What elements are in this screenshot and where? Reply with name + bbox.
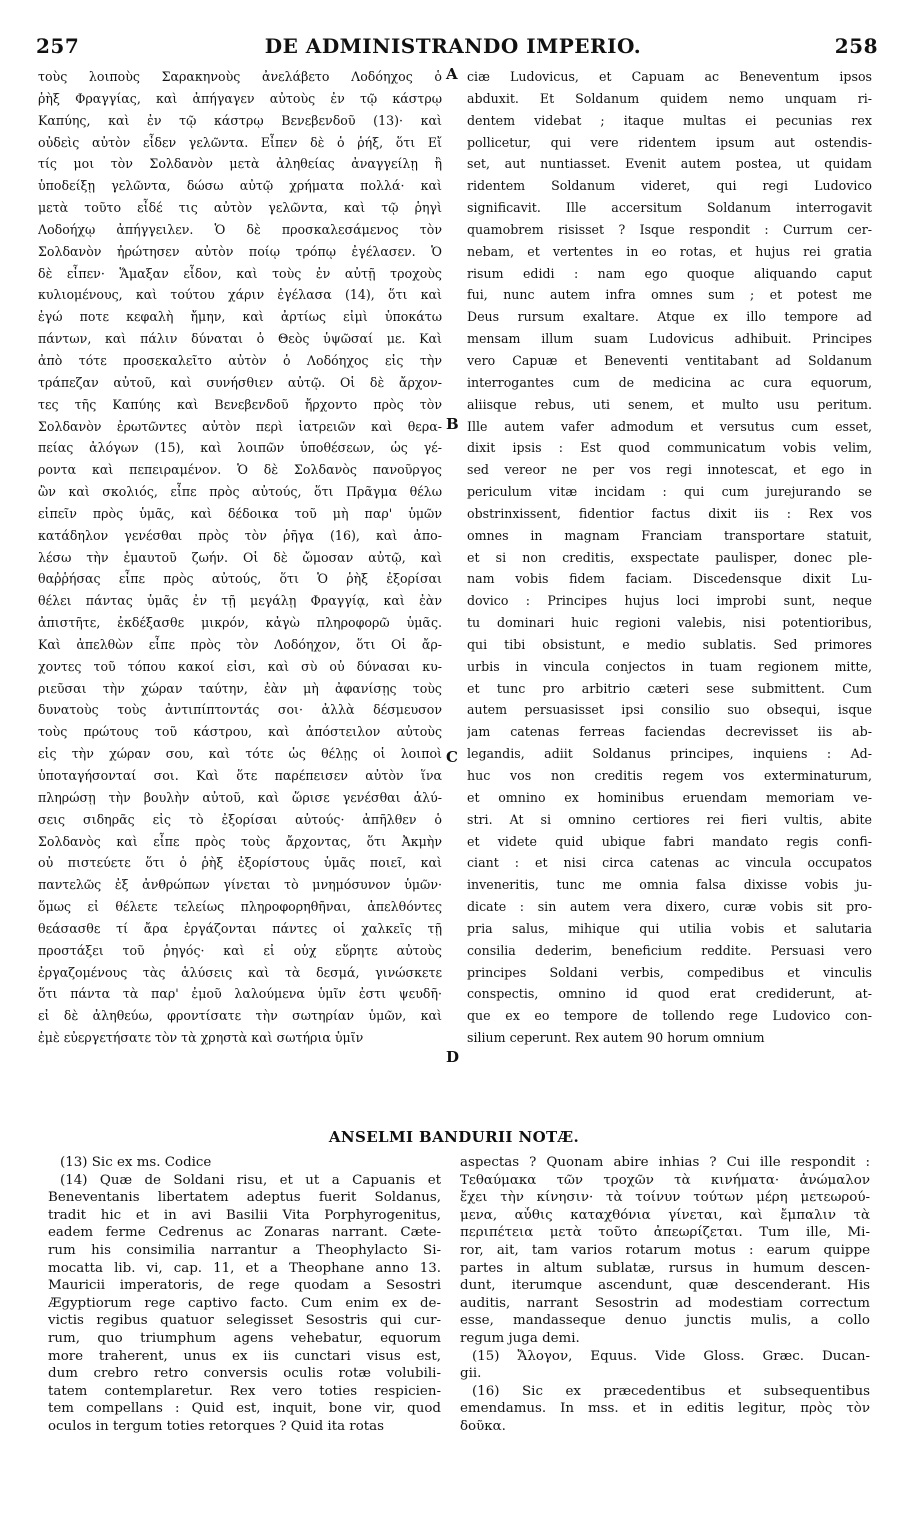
greek-text-line: δὲ εἶπεν· Ἅμαξαν εἶδον, καὶ τοὺς ἐν αὐτῇ τροχοὺς (38, 265, 442, 281)
greek-text-line: λέσω τὴν ἐμαυτοῦ ζωήν. Οἱ δὲ ὤμοσαν αὐτῷ, καὶ (38, 549, 442, 565)
greek-text-line: σεις σιδηρᾶς εἰς τὸ ἐξορίσαι αὐτούς· ἀπῆλθεν ὁ (38, 811, 442, 827)
note-line: tatem contemplaretur. Rex vero toties respicien- (48, 1383, 441, 1399)
latin-text-line: interrogantes cum de medicina ac cura equorum, (467, 374, 872, 390)
latin-text-line: dentem videbat ; itaque multas ei pecunias rex (467, 112, 872, 128)
latin-text-line: tu dominari huic regioni valebis, nisi potentioribus, (467, 615, 872, 631)
latin-text-line: quamobrem risisset ? Isque respondit : Currum cer- (467, 221, 872, 237)
latin-text-line: dovico : Principes hujus loci improbi sunt, neque (467, 593, 872, 609)
latin-text-line: autem persuasisset ipsi consilio suo obsequi, isque (467, 702, 872, 718)
latin-text-line: stri. At si omnino certiores rei fieri vultis, abite (467, 811, 872, 827)
latin-text-line: pria salus, mihique qui utilia vobis et salutaria (467, 920, 872, 936)
greek-text-line: θεάσασθε τί ἄρα ἐργάζονται πάντες οἱ χαλκεῖς τῇ (38, 920, 442, 936)
greek-text-line: πληρώσῃ τὴν βουλὴν αὐτοῦ, καὶ ὥρισε γενέσθαι ἁλύ- (38, 789, 442, 805)
greek-text-line: ἐργαζομένους τὰς ἁλύσεις καὶ τὰ δεσμά, γινώσκετε (38, 964, 442, 980)
notes-left-column (48, 1154, 441, 1436)
latin-text-line: nebam, et vertentes in eo rotas, et hujus rei gratia (467, 243, 872, 259)
greek-text-column (38, 66, 442, 1049)
latin-text-line: obstrinxissent, fidentior factus dixit iis : Rex vos (467, 505, 872, 521)
greek-text-line: ὅμως εἰ θέλετε τελείως πληροφορηθῆναι, ἀπελθόντες (38, 899, 442, 915)
note-line: auditis, narrant Sesostrin ad modestiam correctum (460, 1295, 870, 1311)
greek-text-line: οὐ πιστεύετε ὅτι ὁ ῥὴξ ἐξορίστους ὑμᾶς ποιεῖ, καὶ (38, 855, 442, 871)
latin-text-line: pollicetur, qui vere ridentem ipsum aut ostendis- (467, 134, 872, 150)
greek-text-line: τοὺς πρώτους τοῦ κάστρου, καὶ ἀπόστειλον αὐτοὺς (38, 724, 442, 740)
latin-text-line: sed vereor ne per vos regi innotescat, et ego in (467, 462, 872, 478)
margin-marker-b: B (446, 415, 459, 433)
note-line: (15) Ἄλογον, Equus. Vide Gloss. Græc. Ducan- (472, 1348, 870, 1364)
latin-text-line: urbis in vincula conjectos in tuam regionem mitte, (467, 658, 872, 674)
note-line: mocatta lib. vi, cap. 11, et a Theophane anno 13. (48, 1260, 441, 1276)
note-line: dum crebro retro conversis oculis rotæ volubili- (48, 1366, 441, 1382)
greek-text-line: θαῤῥήσας εἶπε πρὸς αὐτούς, ὅτι Ὁ ῥὴξ ἐξορίσαι (38, 571, 442, 587)
latin-text-line: silium ceperunt. Rex autem 90 horum omnium (467, 1030, 765, 1046)
greek-text-line: μετὰ τοῦτο εἶδέ τις αὐτὸν γελῶντα, καὶ τῷ ῥηγὶ (38, 200, 442, 216)
latin-text-line: consilia dederim, beneficium reddite. Persuasi vero (467, 942, 872, 958)
latin-text-line: omnes in magnam Franciam transportare statuit, (467, 527, 872, 543)
greek-text-line: ὅτι πάντα τὰ παρ' ἐμοῦ λαλούμενα ὑμῖν ἐστι ψευδῆ· (38, 986, 442, 1002)
greek-text-line: τράπεζαν αὐτοῦ, καὶ συνήσθιεν αὐτῷ. Οἱ δὲ ἄρχον- (38, 374, 442, 390)
greek-text-line: ριεῦσαι τὴν χώραν ταύτην, ἐὰν μὴ ἀφανίσῃς τοὺς (38, 680, 442, 696)
latin-text-line: aliisque rebus, uti senem, et multo usu peritum. (467, 396, 872, 412)
greek-text-line: ἐμὲ εὐεργετήσατε τὸν τὰ χρηστὰ καὶ σωτήρια ὑμῖν (38, 1030, 364, 1046)
note-line: Τεθαύμακα τῶν τροχῶν τὰ κινήματα· ἀνώμαλον (460, 1172, 870, 1188)
latin-text-line: mensam illum suam Ludovicus adhibuit. Principes (467, 331, 872, 347)
margin-marker-c: C (446, 748, 458, 766)
note-line: Ægyptiorum rege captivo facto. Cum enim ex de- (48, 1295, 441, 1311)
greek-text-line: ἀπιστῆτε, ἐκδέξασθε μικρόν, κἀγὼ πληροφορῶ ὑμᾶς. (38, 615, 442, 631)
latin-text-line: vero Capuæ et Beneventi ventitabant ad Soldanum (467, 352, 872, 368)
latin-text-line: jam catenas ferreas faciendas decrevisset iis ab- (467, 724, 872, 740)
greek-text-line: τίς μοι τὸν Σολδανὸν μετὰ ἀληθείας ἀναγγείλῃ ἢ (38, 156, 442, 172)
latin-text-line: nam vobis fidem faciam. Discedensque dixit Lu- (467, 571, 872, 587)
latin-text-line: et si non creditis, exspectate paulisper, donec ple- (467, 549, 872, 565)
notes-right-column (460, 1154, 870, 1436)
note-line: δοῦκα. (460, 1418, 506, 1434)
note-line: partes in altum sublatæ, rursus in humum descen- (460, 1260, 870, 1276)
greek-text-line: Καπύης, καὶ ἐν τῷ κάστρῳ Βενεβενδοῦ (13)· καὶ (38, 112, 442, 128)
greek-text-line: χοντες τοῦ τόπου κακοί εἰσι, καὶ σὺ οὐ δύνασαι κυ- (38, 658, 442, 674)
notes-title: ANSELMI BANDURII NOTÆ. (328, 1128, 580, 1146)
latin-text-line: Ille autem vafer admodum et versutus cum esset, (467, 418, 872, 434)
greek-text-line: πείας ἀλόγων (15), καὶ λοιπῶν ὑποθέσεων, ὡς γέ- (38, 440, 442, 456)
latin-text-line: risum edidi : nam ego quoque aliquando caput (467, 265, 872, 281)
note-line: rum his consimilia narrantur a Theophylacto Si- (48, 1242, 441, 1258)
greek-text-line: ροντα καὶ πεπειραμένον. Ὁ δὲ Σολδανὸς πανοῦργος (38, 462, 442, 478)
greek-text-line: ὑποδείξῃ γελῶντα, δώσω αὐτῷ χρήματα πολλά· καὶ (38, 178, 442, 194)
note-line: more traherent, unus ex iis cunctari visus est, (48, 1348, 441, 1364)
note-line: dunt, iterumque ascendunt, quæ descenderant. His (460, 1278, 870, 1294)
margin-marker-d: D (446, 1048, 460, 1066)
greek-text-line: εἰ δὲ ἀληθεύω, φροντίσατε τὴν σωτηρίαν ὑμῶν, καὶ (38, 1008, 442, 1024)
greek-text-line: ἀπὸ τότε προσεκαλεῖτο αὐτὸν ὁ Λοδόηχος εἰς τὴν (38, 352, 442, 368)
note-line: esse, mandasseque denuo junctis mulis, a collo (460, 1313, 870, 1329)
latin-text-line: ridentem Soldanum videret, qui regi Ludovico (467, 178, 872, 194)
note-line: (16) Sic ex præcedentibus et subsequentibus (472, 1383, 870, 1399)
note-line: victis regibus quatuor selegisset Sesostris qui cur- (48, 1313, 441, 1329)
note-line: gii. (460, 1366, 482, 1382)
latin-text-line: Deus rursum exaltare. Atque ex illo tempore ad (467, 309, 872, 325)
greek-text-line: ῥὴξ Φραγγίας, καὶ ἀπήγαγεν αὐτοὺς ἐν τῷ κάστρῳ (38, 90, 442, 106)
latin-text-line: dicate : sin autem vera dixero, curæ vobis sit pro- (467, 899, 872, 915)
greek-text-line: ἐγώ ποτε κεφαλὴ ἤμην, καὶ ἀρτίως εἰμὶ ὑποκάτω (38, 309, 442, 325)
note-line: aspectas ? Quonam abire inhias ? Cui ille respondit : (460, 1155, 870, 1170)
latin-text-line: fui, nunc autem infra omnes sum ; et potest me (467, 287, 872, 303)
note-line: rum, quo triumphum agens vehebatur, equorum (48, 1330, 441, 1346)
greek-text-line: τες τῆς Καπύης καὶ Βενεβενδοῦ ἤρχοντο πρὸς τὸν (38, 396, 442, 412)
latin-text-line: inveneritis, tunc me omnia falsa dixisse vobis ju- (467, 877, 872, 893)
page-number-left: 257 (36, 34, 80, 58)
latin-text-line: legandis, adiit Soldanus principes, inquiens : Ad- (467, 746, 872, 762)
note-line: (14) Quæ de Soldani risu, et ut a Capuanis et (60, 1172, 441, 1188)
greek-text-line: εἰπεῖν πρὸς ὑμᾶς, καὶ δέδοικα τοῦ μὴ παρ' ὑμῶν (38, 505, 442, 521)
greek-text-line: εἰς τὴν χώραν σου, καὶ τότε ὡς θέλῃς οἱ λοιποὶ (38, 746, 442, 762)
latin-text-line: ciant : et nisi circa catenas ac vincula occupatos (467, 855, 872, 871)
latin-text-line: et videte quid ubique fabri mandato regis confi- (467, 833, 872, 849)
latin-text-line: dixit ipsis : Est quod communicatum vobis velim, (467, 440, 872, 456)
running-title: DE ADMINISTRANDO IMPERIO. (264, 34, 642, 58)
latin-text-line: et tunc pro arbitrio cæteri sese submittent. Cum (467, 680, 872, 696)
note-line: eadem ferme Cedrenus ac Zonaras narrant. Cæte- (48, 1225, 441, 1241)
note-line: emendamus. In mss. et in editis legitur, πρὸς τὸν (460, 1401, 870, 1417)
greek-text-line: πάντων, καὶ πάλιν δύναται ὁ Θεὸς ὑψῶσαί με. Καὶ (38, 331, 442, 347)
latin-text-line: conspectis, omnino id quod erat crediderunt, at- (467, 986, 872, 1002)
note-line: ἔχει τὴν κίνησιν· τὰ τοίνυν τούτων μέρη μετεωρού- (460, 1190, 870, 1206)
greek-text-line: δυνατοὺς τοὺς ἀντιπίπτοντάς σοι· ἀλλὰ δέσμευσον (38, 702, 442, 718)
note-line: ror, ait, tam varios rotarum motus : earum quippe (460, 1242, 870, 1258)
greek-text-line: Σολδανὸν ἐρωτῶντες αὐτὸν περὶ ἰατρειῶν καὶ θερα- (38, 418, 442, 434)
note-line: oculos in tergum toties retorques ? Quid ita rotas (48, 1418, 385, 1434)
latin-text-line: principes Soldani verbis, compedibus et vinculis (467, 964, 872, 980)
margin-marker-a: A (446, 65, 458, 83)
note-line: περιπέτεια μετὰ τοῦτο ἀπεωρίζεται. Tum ille, Mi- (460, 1225, 870, 1241)
latin-text-column (467, 66, 872, 1049)
greek-text-line: προστάξει τοῦ ῥηγός· καὶ εἰ οὐχ εὕρητε αὐτοὺς (38, 942, 442, 958)
note-line: μενα, αὖθις καταχθόνια γίνεται, καὶ ἔμπαλιν τὰ (460, 1207, 870, 1223)
greek-text-line: κυλιομένους, καὶ τούτου χάριν ἐγέλασα (14), ὅτι καὶ (38, 287, 442, 303)
latin-text-line: periculum vitæ incidam : qui cum jurejurando se (467, 484, 872, 500)
greek-text-line: θέλει πάντας ὑμᾶς ἐν τῇ μεγάλῃ Φραγγίᾳ, καὶ ἐὰν (38, 593, 442, 609)
greek-text-line: Καὶ ἀπελθὼν εἶπε πρὸς τὸν Λοδόηχον, ὅτι Οἱ ἄρ- (38, 636, 442, 652)
latin-text-line: huc vos non creditis regem vos exterminaturum, (467, 768, 872, 783)
latin-text-line: set, aut nuntiasset. Evenit autem postea, ut quidam (467, 156, 872, 172)
latin-text-line: ciæ Ludovicus, et Capuam ac Beneventum ipsos (467, 69, 872, 84)
note-line: Mauricii imperatoris, de rege quodam a Sesostri (48, 1278, 441, 1294)
greek-text-line: κατάδηλον γενέσθαι πρὸς τὸν ῥῆγα (16), καὶ ἀπο- (38, 527, 442, 543)
latin-text-line: et omnino ex hominibus eruendam memoriam ve- (467, 789, 872, 805)
latin-text-line: abduxit. Et Soldanum quidem nemo unquam ri- (467, 90, 872, 106)
note-line: (13) Sic ex ms. Codice (60, 1155, 212, 1170)
latin-text-line: que ex eo tempore de tollendo rege Ludovico con- (467, 1008, 872, 1024)
greek-text-line: Λοδοήχῳ ἀπήγγειλεν. Ὁ δὲ προσκαλεσάμενος τὸν (38, 221, 442, 237)
greek-text-line: τοὺς λοιποὺς Σαρακηνοὺς ἀνελάβετο Λοδόηχος ὁ (38, 69, 442, 84)
latin-text-line: qui tibi obsistunt, e medio sublatis. Sed primores (467, 636, 872, 652)
page-number-right: 258 (834, 34, 878, 58)
greek-text-line: παντελῶς ἐξ ἀνθρώπων γίνεται τὸ μνημόσυνον ὑμῶν· (38, 877, 442, 893)
greek-text-line: Σολδανὸς καὶ εἶπε πρὸς τοὺς ἄρχοντας, ὅτι Ἀκμὴν (38, 833, 442, 849)
latin-text-line: significavit. Ille accersitum Soldanum interrogavit (467, 200, 872, 216)
note-line: Beneventanis libertatem adeptus fuerit Soldanus, (48, 1190, 441, 1206)
greek-text-line: Σολδανὸν ἠρώτησεν αὐτὸν ποίῳ τρόπῳ ἐγέλασεν. Ὁ (38, 243, 442, 259)
note-line: regum juga demi. (460, 1330, 580, 1346)
note-line: tem compellans : Quid est, inquit, bone vir, quod (48, 1401, 441, 1417)
note-line: tradit hic et in avi Basilii Vita Porphyrogenitus, (48, 1207, 441, 1223)
greek-text-line: ὑποταγήσονταί σοι. Καὶ ὅτε παρέπεισεν αὐτὸν ἵνα (38, 768, 442, 783)
greek-text-line: ὢν καὶ σκολιός, εἶπε πρὸς αὐτούς, ὅτι Πρᾶγμα θέλω (38, 484, 442, 500)
page-header (28, 34, 878, 64)
greek-text-line: οὐδεὶς αὐτὸν εἶδεν γελῶντα. Εἶπεν δὲ ὁ ῥήξ, ὅτι Εἴ (38, 134, 442, 150)
